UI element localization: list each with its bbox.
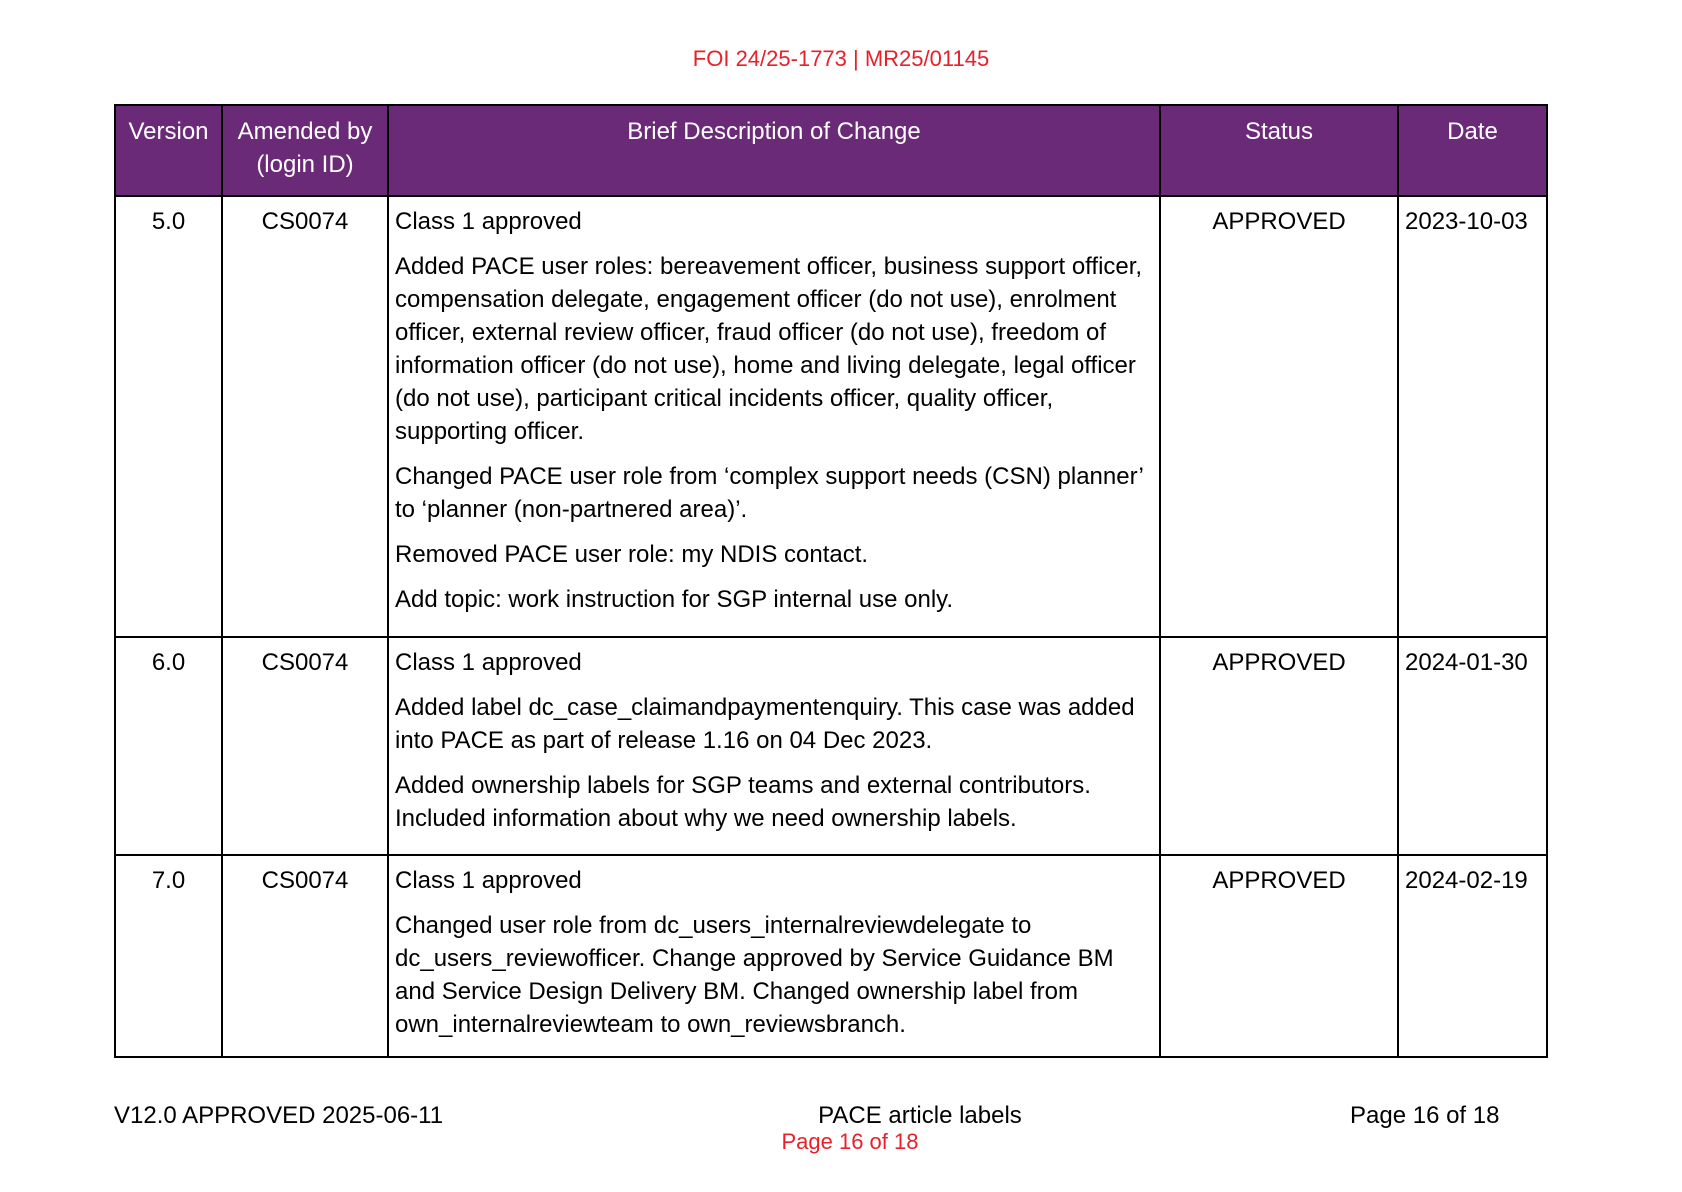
cell-description	[388, 855, 1160, 1057]
column-header-version: Version	[115, 105, 222, 196]
column-header-date: Date	[1398, 105, 1547, 196]
cell-date: 2024-02-19	[1398, 855, 1547, 1057]
cell-version: 7.0	[115, 855, 222, 1057]
cell-status: APPROVED	[1160, 196, 1398, 637]
version-history-table	[114, 104, 1548, 1058]
cell-amended-by: CS0074	[222, 196, 388, 637]
amended-by-line1: Amended by	[237, 118, 373, 145]
cell-version: 5.0	[115, 196, 222, 637]
cell-date: 2024-01-30	[1398, 637, 1547, 855]
cell-description	[388, 196, 1160, 637]
page-stamp: Page 16 of 18	[781, 1129, 919, 1154]
column-header-amended-by	[222, 105, 388, 196]
cell-amended-by: CS0074	[222, 855, 388, 1057]
description-paragraph: Changed user role from dc_users_internalreviewdelegate to dc_users_reviewofficer. Change approved by Service Guidance BM and Service Design Delivery BM. Changed ownership label from own_internalreviewteam to own_reviewsbranch.	[395, 912, 1114, 1038]
table-row	[115, 196, 1547, 637]
column-header-description: Brief Description of Change	[388, 105, 1160, 196]
column-header-status: Status	[1160, 105, 1398, 196]
description-paragraph: Added label dc_case_claimandpaymentenquiry. This case was added into PACE as part of release 1.16 on 04 Dec 2023.	[395, 694, 1135, 754]
footer-version-status: V12.0 APPROVED 2025-06-11	[114, 1102, 444, 1129]
amended-by-line2: (login ID)	[256, 151, 354, 178]
footer-document-title: PACE article labels	[818, 1102, 1022, 1129]
description-paragraph: Add topic: work instruction for SGP internal use only.	[395, 586, 954, 613]
description-paragraph: Removed PACE user role: my NDIS contact.	[395, 541, 869, 568]
description-paragraph: Class 1 approved	[395, 649, 582, 676]
cell-status: APPROVED	[1160, 637, 1398, 855]
description-paragraph: Added PACE user roles: bereavement officer, business support officer, compensation delegate, engagement officer (do not use), enrolment officer, external review officer, fraud officer (do not use), freedom of information officer (do not use), home and living delegate, legal officer (do not use), participant critical incidents officer, quality officer, supporting officer.	[395, 253, 1143, 445]
table-row	[115, 637, 1547, 855]
cell-status: APPROVED	[1160, 855, 1398, 1057]
description-paragraph: Class 1 approved	[395, 867, 582, 894]
description-paragraph: Changed PACE user role from ‘complex support needs (CSN) planner’ to ‘planner (non-partnered area)’.	[395, 463, 1143, 523]
cell-version: 6.0	[115, 637, 222, 855]
cell-description	[388, 637, 1160, 855]
description-paragraph: Class 1 approved	[395, 208, 582, 235]
footer-page-number: Page 16 of 18	[1350, 1102, 1500, 1129]
cell-date: 2023-10-03	[1398, 196, 1547, 637]
cell-amended-by: CS0074	[222, 637, 388, 855]
table-header-row	[115, 105, 1547, 196]
table-row	[115, 855, 1547, 1057]
description-paragraph: Added ownership labels for SGP teams and external contributors. Included information about why we need ownership labels.	[395, 772, 1091, 832]
foi-reference-header: FOI 24/25-1773 | MR25/01145	[692, 46, 990, 71]
